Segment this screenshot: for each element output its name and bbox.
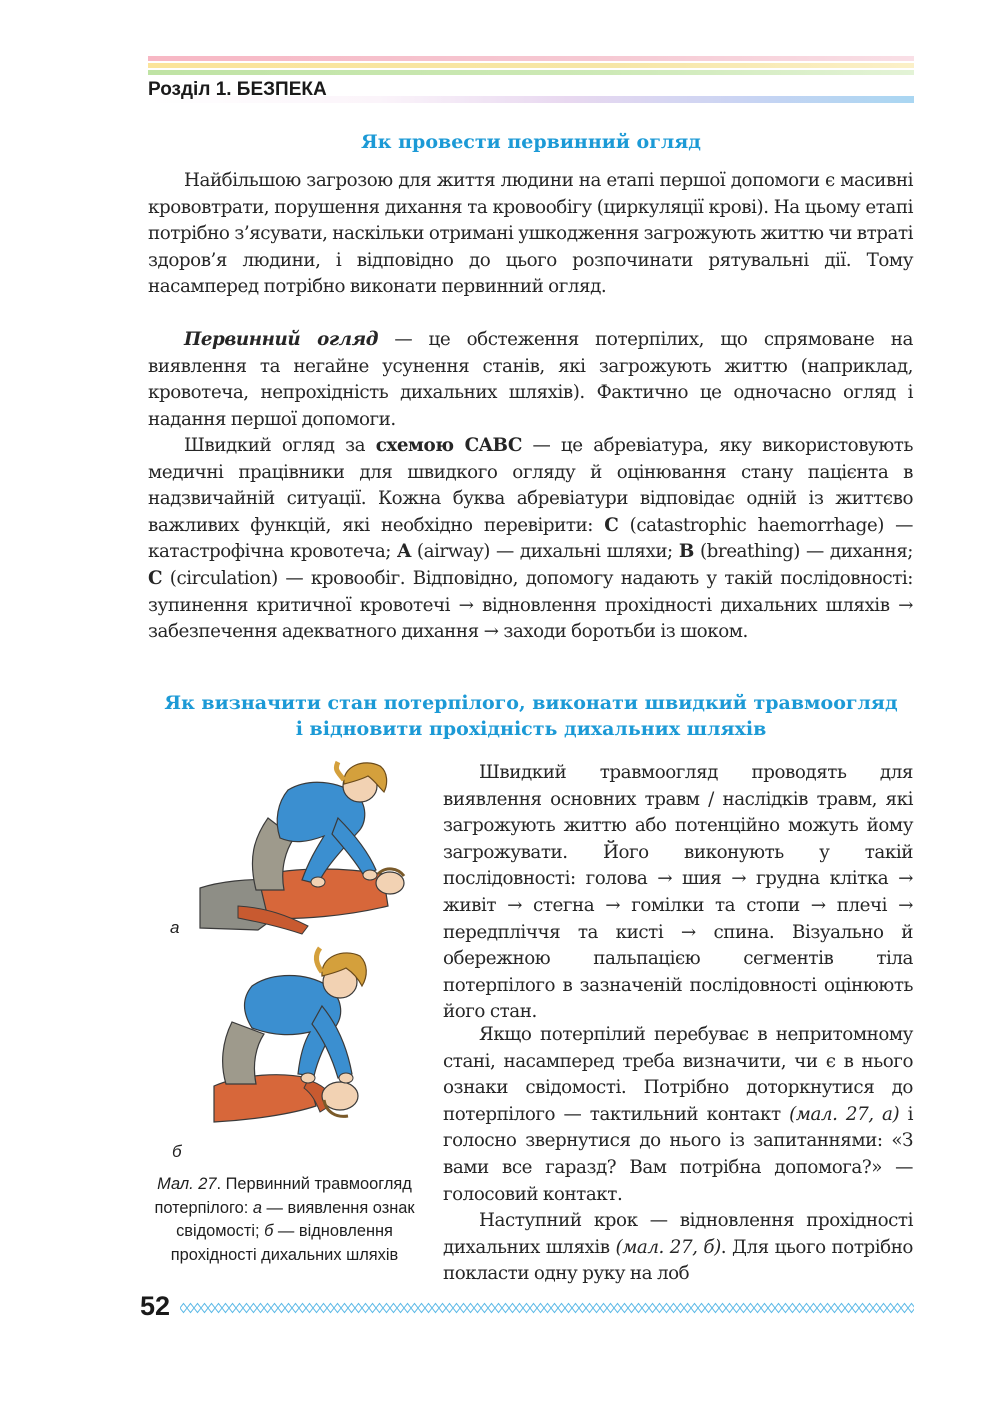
header-stripe-yellow: [148, 63, 914, 68]
section-title: Розділ 1. БЕЗПЕКА: [148, 79, 327, 100]
paragraph-airway: Наступний крок — відновлення прохідності дихальних шляхів (мал. 27, б). Для цього потрібно покласти одну руку на лоб: [443, 1210, 913, 1285]
paragraph-cabc-scheme: Швидкий огляд за схемою CABC — це абревіатура, яку використовують медичні працівники для швидкого огляду й оцінювання стану пацієнта в надзвичайній ситуації. Кожна буква абревіатури відповідає одній із життєво важливих функцій, які необхідно перевірити: C (catastrophic haemorrhage) — катастрофічна кровотеча; A (airway) — дихальні шляхи; B (breathing) — дихання; C (circulation) — кровообіг. Відповідно, допомогу надають у такій послідовності: зупинення критичної кровотечі → відновлення прохідності дихальних шляхів → забезпечення адекватного дихання → заходи боротьби із шоком.: [148, 435, 914, 643]
paragraph-primary-survey-definition: [148, 327, 913, 433]
figure-caption: Мал. 27. Первинний травмоогляд потерпілого: а — виявлення ознак свідомості; б — відновлення прохідності дихальних шляхів: [154, 1175, 415, 1264]
footer-ornament: [180, 1301, 914, 1315]
figure-ref-27a: (мал. 27, а): [789, 1103, 900, 1125]
heading-trauma-survey: Як визначити стан потерпілого, виконати швидкий травмоогляд і відновити прохідність дихальних шляхів: [164, 692, 898, 740]
illustration-airway-opening: [212, 946, 412, 1132]
paragraph-threats: Найбільшою загрозою для життя людини на етапі першої допомоги є масивні крововтрати, порушення дихання та кровообігу (циркуляції крові). На цьому етапі потрібно з’ясувати, наскільки отримані ушкодження загрожують життю чи втраті здоров’я людини, і відповідно до цього розпочинати рятувальні дії. Тому насамперед потрібно виконати первинний огляд.: [148, 170, 913, 298]
caption-ref: Мал. 27: [157, 1175, 217, 1193]
header-stripe-pink: [148, 56, 914, 61]
definition-text: — це обстеження потерпілих, що спрямоване на виявлення та негайне усунення станів, які загрожують життю (наприклад, кровотеча, непрохідність дихальних шляхів). Фактично це одночасно огляд і надання першої допомоги.: [148, 329, 913, 430]
figure-ref-27b: (мал. 27, б): [615, 1236, 721, 1258]
page-number: 52: [140, 1291, 171, 1321]
heading-primary-survey: Як провести первинний огляд: [361, 131, 701, 153]
term-cabc: схемою CABC: [375, 435, 522, 456]
figure-label-a: а: [170, 918, 180, 937]
header-stripe-green: [148, 70, 914, 75]
term-primary-survey: Первинний огляд: [184, 329, 378, 350]
illustration-consciousness-check: [198, 758, 410, 938]
paragraph-trauma-survey: Швидкий травмоогляд проводять для виявлення основних травм / наслідків травм, які загрожують життю або потенційно можуть йому загрожувати. Його виконують у такій послідовності: голова → шия → грудна клітка → живіт → стегна → гомілки та стопи → плечі → передпліччя та кисті → спина. Візуально й обережною пальпацією сегментів тіла потерпілого в зазначеній послідовності оцінюють його стан.: [443, 762, 913, 1023]
figure-label-b: б: [172, 1142, 182, 1161]
paragraph-consciousness: Якщо потерпілий перебуває в непритомному стані, насамперед треба визначити, чи є в нього ознаки свідомості. Потрібно доторкнутися до потерпілого — тактильний контакт (мал. 27, а) і голосно звернутися до нього із запитаннями: «З вами все гаразд? Вам потрібна допомога?» — голосовий контакт.: [443, 1024, 914, 1205]
footer-ornament-diamonds: [180, 1304, 914, 1313]
